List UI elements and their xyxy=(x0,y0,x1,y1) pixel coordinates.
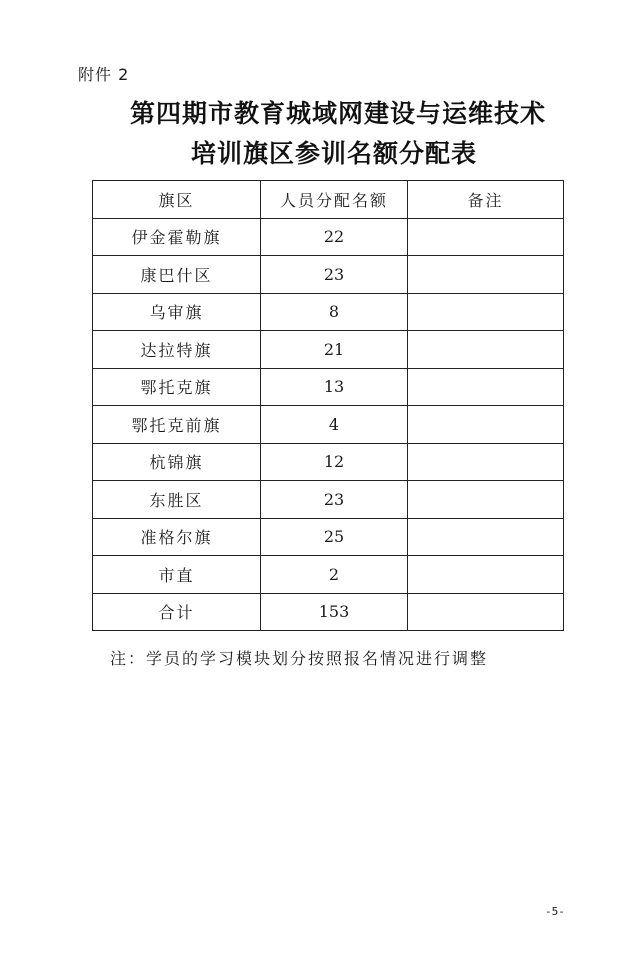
table-row xyxy=(93,368,564,406)
remark-cell xyxy=(408,293,564,331)
attachment-label: 附件 2 xyxy=(78,65,130,84)
table-header-row xyxy=(93,181,564,219)
remark-cell xyxy=(408,481,564,519)
quota-cell: 8 xyxy=(261,293,408,331)
quota-cell: 21 xyxy=(261,331,408,369)
remark-cell xyxy=(408,331,564,369)
quota-cell: 23 xyxy=(261,256,408,294)
district-cell: 鄂托克旗 xyxy=(93,368,261,406)
quota-cell: 4 xyxy=(261,406,408,444)
remark-cell xyxy=(408,593,564,631)
district-cell: 鄂托克前旗 xyxy=(93,406,261,444)
table-row xyxy=(93,331,564,369)
district-cell: 康巴什区 xyxy=(93,256,261,294)
table-row xyxy=(93,556,564,594)
remark-cell xyxy=(408,256,564,294)
document-title-line-1: 第四期市教育城域网建设与运维技术 xyxy=(129,99,546,128)
district-cell: 达拉特旗 xyxy=(93,331,261,369)
district-cell: 杭锦旗 xyxy=(93,443,261,481)
table-row xyxy=(93,518,564,556)
table-row xyxy=(93,481,564,519)
table-total-row xyxy=(93,593,564,631)
table-row xyxy=(93,218,564,256)
district-cell: 准格尔旗 xyxy=(93,518,261,556)
table-row xyxy=(93,443,564,481)
quota-cell: 22 xyxy=(261,218,408,256)
quota-cell: 2 xyxy=(261,556,408,594)
quota-cell: 12 xyxy=(261,443,408,481)
remark-cell xyxy=(408,556,564,594)
district-cell: 乌审旗 xyxy=(93,293,261,331)
remark-cell xyxy=(408,406,564,444)
total-label-cell: 合计 xyxy=(93,593,261,631)
table-row xyxy=(93,406,564,444)
document-title-line-2: 培训旗区参训名额分配表 xyxy=(190,139,477,168)
remark-cell xyxy=(408,518,564,556)
header-quota: 人员分配名额 xyxy=(261,181,408,219)
page-number: -5- xyxy=(545,905,565,918)
header-district: 旗区 xyxy=(93,181,261,219)
quota-cell: 25 xyxy=(261,518,408,556)
footnote: 注：学员的学习模块划分按照报名情况进行调整 xyxy=(110,649,489,668)
remark-cell xyxy=(408,443,564,481)
remark-cell xyxy=(408,218,564,256)
quota-allocation-table xyxy=(92,180,564,631)
table-row xyxy=(93,293,564,331)
table-row xyxy=(93,256,564,294)
header-remark: 备注 xyxy=(408,181,564,219)
district-cell: 伊金霍勒旗 xyxy=(93,218,261,256)
quota-cell: 13 xyxy=(261,368,408,406)
remark-cell xyxy=(408,368,564,406)
total-quota-cell: 153 xyxy=(261,593,408,631)
district-cell: 东胜区 xyxy=(93,481,261,519)
district-cell: 市直 xyxy=(93,556,261,594)
quota-cell: 23 xyxy=(261,481,408,519)
